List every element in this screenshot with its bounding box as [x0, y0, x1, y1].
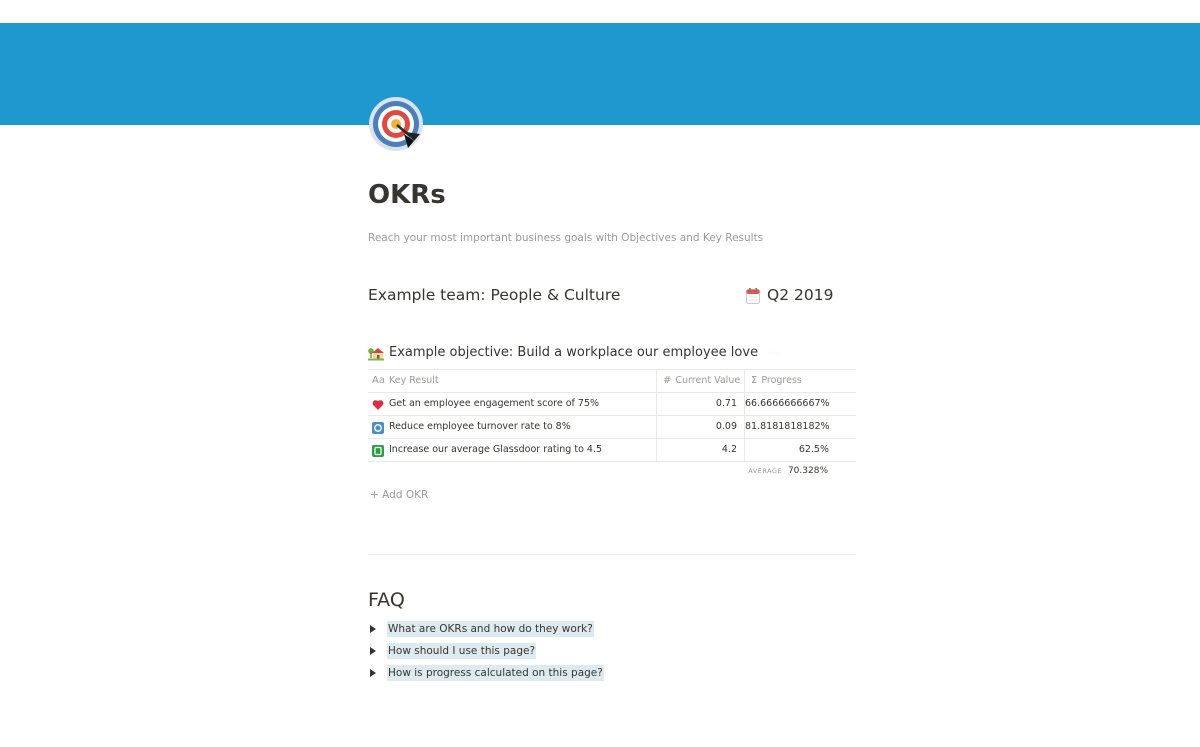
- page-subtitle: Reach your most important business goals with Objectives and Key Results: [368, 232, 764, 244]
- key-result-cell[interactable]: Reduce employee turnover rate to 8%: [368, 416, 656, 438]
- table-header-row: [368, 370, 856, 393]
- objective-title[interactable]: [368, 342, 758, 364]
- calendar-icon: [746, 287, 760, 303]
- formula-sigma-icon: Σ: [751, 375, 758, 386]
- average-value: 70.328%: [787, 466, 828, 476]
- table-row[interactable]: [368, 439, 856, 462]
- faq-toggle-item[interactable]: [370, 618, 604, 640]
- quarter-label: Q2 2019: [767, 286, 834, 304]
- faq-toggle-item[interactable]: [370, 662, 604, 684]
- direct-hit-target-icon[interactable]: [368, 96, 426, 154]
- divider: [368, 554, 856, 555]
- green-square-icon: [372, 444, 384, 456]
- house-with-garden-icon: [368, 345, 384, 361]
- progress-cell[interactable]: 66.6666666667%: [744, 393, 856, 415]
- faq-question: What are OKRs and how do they work?: [388, 623, 593, 635]
- column-header-progress[interactable]: Σ Progress: [744, 370, 856, 392]
- team-heading: Example team: People & Culture: [368, 286, 621, 304]
- add-okr-button[interactable]: + Add OKR: [370, 489, 429, 501]
- faq-question: How is progress calculated on this page?: [388, 667, 603, 679]
- text-property-icon: Aa: [372, 375, 385, 386]
- toggle-triangle-icon[interactable]: [370, 647, 376, 655]
- faq-heading: FAQ: [368, 589, 405, 611]
- page-title[interactable]: OKRs: [368, 180, 446, 210]
- average-label: AVERAGE: [748, 467, 783, 475]
- plus-icon: +: [370, 489, 379, 501]
- key-result-cell[interactable]: Increase our average Glassdoor rating to 4.5: [368, 439, 656, 461]
- current-value-cell[interactable]: 0.09: [656, 416, 744, 438]
- toggle-triangle-icon[interactable]: [370, 625, 376, 633]
- progress-cell[interactable]: 62.5%: [744, 439, 856, 461]
- progress-cell[interactable]: 81.8181818182%: [744, 416, 856, 438]
- number-property-icon: #: [663, 375, 672, 386]
- key-result-cell[interactable]: Get an employee engagement score of 75%: [368, 393, 656, 415]
- column-header-current-value[interactable]: # Current Value: [656, 370, 744, 392]
- faq-list: [370, 618, 604, 684]
- page-cover: [0, 23, 1200, 125]
- table-row[interactable]: [368, 416, 856, 439]
- quarter-heading: [746, 283, 833, 307]
- faq-toggle-item[interactable]: [370, 640, 604, 662]
- current-value-cell[interactable]: 0.71: [656, 393, 744, 415]
- red-heart-icon: [372, 398, 384, 410]
- progress-average-footer[interactable]: [368, 463, 856, 479]
- arrows-cycle-icon: [372, 421, 384, 433]
- view-options-hint: ⋯: [770, 348, 779, 358]
- column-header-key-result[interactable]: Aa Key Result: [368, 370, 656, 392]
- objective-title-text: Example objective: Build a workplace our employee love: [389, 345, 759, 360]
- table-row[interactable]: [368, 393, 856, 416]
- current-value-cell[interactable]: 4.2: [656, 439, 744, 461]
- okr-table: [368, 369, 856, 462]
- toggle-triangle-icon[interactable]: [370, 669, 376, 677]
- faq-question: How should I use this page?: [388, 645, 536, 657]
